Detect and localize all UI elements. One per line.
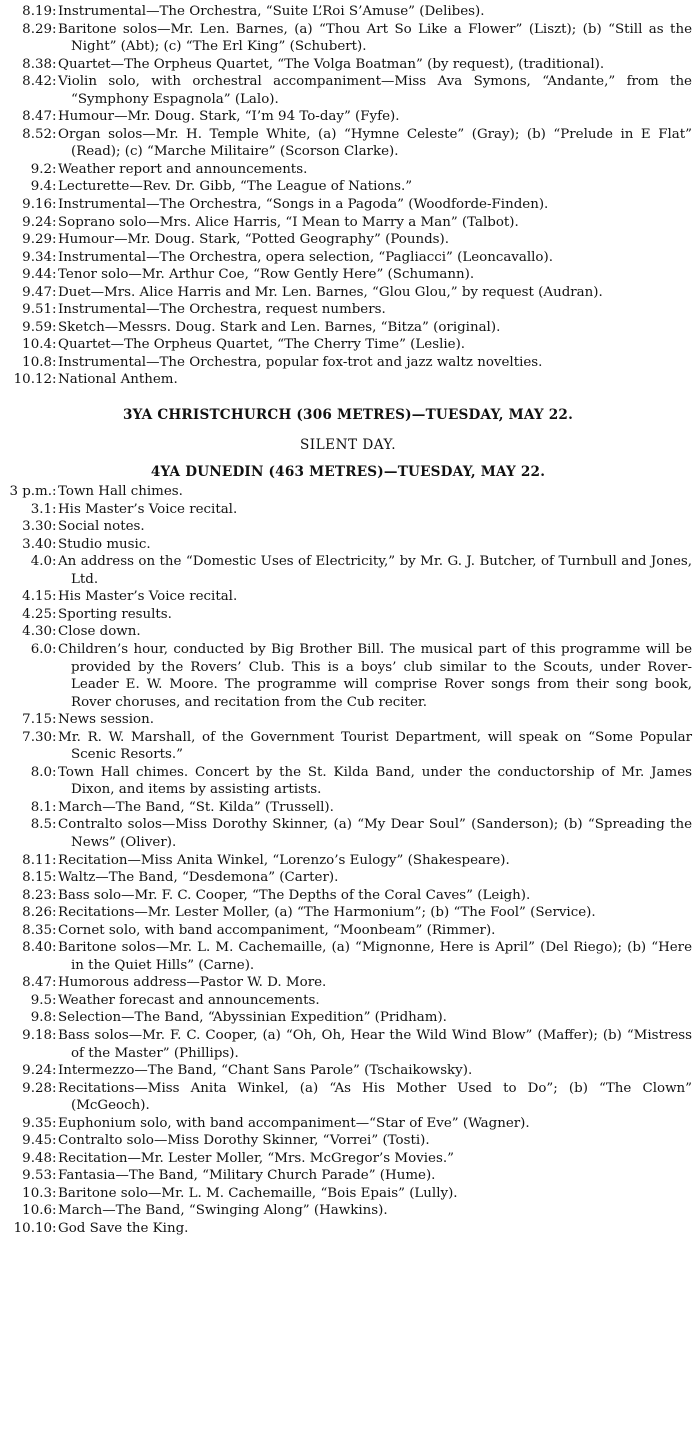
programme-description: Baritone solos—Mr. L. M. Cachemaille, (a) “Mignonne, Here is April” (Del Riego); (b) “Here in the Quiet Hills” (Carne).	[58, 940, 692, 973]
programme-time: 9.34	[22, 249, 52, 265]
time-separator: :	[52, 302, 57, 318]
programme-description: An address on the “Domestic Uses of Electricity,” by Mr. G. J. Butcher, of Turnbull and Jones, Ltd.	[58, 554, 692, 587]
programme-time: 9.53	[22, 1168, 52, 1184]
programme-time: 3.1	[30, 501, 52, 517]
programme-description: Quartet—The Orpheus Quartet, “The Volga Boatman” (by request), (traditional).	[58, 56, 605, 72]
time-separator: :	[52, 1115, 57, 1131]
programme-description: Studio music.	[58, 536, 151, 552]
programme-time: 8.52	[22, 126, 52, 142]
time-separator: :	[52, 905, 57, 921]
programme-description: Soprano solo—Mrs. Alice Harris, “I Mean to Marry a Man” (Talbot).	[58, 214, 519, 230]
programme-item	[4, 536, 692, 554]
programme-item	[4, 623, 692, 641]
programme-description: Children’s hour, conducted by Big Brother Bill. The musical part of this programme will be provided by the Rovers’ Club. This is a boys’ club similar to the Scouts, under Rover-Leader E. W. Moore. The programme will comprise Rover songs from their song book, Rover choruses, and recitation from the Cub reciter.	[58, 641, 692, 710]
station-heading-4ya: 4YA DUNEDIN (463 METRES)—TUESDAY, MAY 22.	[150, 464, 546, 481]
programme-item	[4, 284, 692, 302]
programme-time: 9.44	[22, 267, 52, 283]
programme-time: 9.24	[22, 214, 52, 230]
time-separator: :	[52, 21, 57, 37]
time-separator: :	[52, 1133, 57, 1149]
programme-description: Instrumental—The Orchestra, popular fox-trot and jazz waltz novelties.	[58, 354, 543, 370]
programme-time: 8.26	[22, 905, 52, 921]
programme-item	[4, 887, 692, 905]
programme-description: Duet—Mrs. Alice Harris and Mr. Len. Barnes, “Glou Glou,” by request (Audran).	[58, 284, 603, 300]
programme-time: 3.30	[22, 519, 52, 535]
programme-description: News session.	[58, 712, 154, 728]
programme-time: 10.4	[22, 337, 52, 353]
programme-description: Social notes.	[58, 519, 145, 535]
time-separator: :	[52, 126, 57, 142]
time-separator: :	[52, 1080, 57, 1096]
programme-description: Recitation—Miss Anita Winkel, “Lorenzo’s Eulogy” (Shakespeare).	[58, 852, 510, 868]
programme-item	[4, 249, 692, 267]
programme-time: 9.18	[22, 1027, 52, 1043]
programme-item	[4, 3, 692, 21]
time-separator: :	[52, 354, 57, 370]
programme-time: 8.40	[22, 940, 52, 956]
time-separator: :	[52, 536, 57, 552]
programme-description: Quartet—The Orpheus Quartet, “The Cherry Time” (Leslie).	[58, 337, 466, 353]
programme-description: His Master’s Voice recital.	[58, 501, 238, 517]
programme-item	[4, 974, 692, 992]
programme-item	[4, 214, 692, 232]
programme-item	[4, 1062, 692, 1080]
programme-description: Instrumental—The Orchestra, request numbers.	[58, 302, 386, 318]
programme-list-2ya	[4, 3, 692, 389]
time-separator: :	[52, 1010, 57, 1026]
time-separator: :	[52, 764, 57, 780]
programme-time: 9.45	[22, 1133, 52, 1149]
station-heading-3ya: 3YA CHRISTCHURCH (306 METRES)—TUESDAY, MAY 22.	[122, 407, 574, 424]
time-separator: :	[52, 267, 57, 283]
programme-description: Weather forecast and announcements.	[58, 992, 320, 1008]
programme-description: March—The Band, “Swinging Along” (Hawkins).	[58, 1203, 388, 1219]
time-separator: :	[52, 799, 57, 815]
programme-time: 9.2	[30, 161, 52, 177]
programme-description: Contralto solo—Miss Dorothy Skinner, “Vorrei” (Tosti).	[58, 1133, 430, 1149]
programme-item	[4, 1185, 692, 1203]
programme-time: 9.8	[30, 1010, 52, 1026]
programme-time: 10.8	[22, 354, 52, 370]
programme-time: 8.1	[30, 799, 52, 815]
time-separator: :	[52, 501, 57, 517]
programme-item	[4, 336, 692, 354]
time-separator: :	[52, 249, 57, 265]
programme-item	[4, 922, 692, 940]
programme-time: 8.47	[22, 109, 52, 125]
programme-description: Sporting results.	[58, 606, 172, 622]
time-separator: :	[52, 179, 57, 195]
programme-description: National Anthem.	[58, 372, 178, 388]
time-separator: :	[52, 975, 57, 991]
programme-description: Organ solos—Mr. H. Temple White, (a) “Hymne Celeste” (Gray); (b) “Prelude in E Flat” (Read); (c) “Marche Militaire” (Scorson Clarke).	[58, 126, 692, 160]
programme-item	[4, 816, 692, 851]
programme-time: 8.15	[22, 870, 52, 886]
time-separator: :	[52, 484, 57, 500]
programme-description: Cornet solo, with band accompaniment, “Moonbeam” (Rimmer).	[58, 922, 496, 938]
time-separator: :	[52, 284, 57, 300]
time-separator: :	[52, 641, 57, 657]
programme-time: 8.42	[22, 74, 52, 90]
time-separator: :	[52, 554, 57, 570]
programme-description: Humorous address—Pastor W. D. More.	[58, 975, 327, 991]
programme-item	[4, 1009, 692, 1027]
time-separator: :	[52, 232, 57, 248]
programme-item	[4, 904, 692, 922]
programme-time: 9.16	[22, 197, 52, 213]
time-separator: :	[52, 992, 57, 1008]
time-separator: :	[52, 1150, 57, 1166]
programme-list-4ya	[4, 483, 692, 1238]
programme-time: 9.59	[22, 319, 52, 335]
programme-item	[4, 1132, 692, 1150]
programme-time: 10.12	[13, 372, 52, 388]
time-separator: :	[52, 1203, 57, 1219]
programme-item	[4, 1167, 692, 1185]
programme-item	[4, 1220, 692, 1238]
programme-time: 8.29	[22, 21, 52, 37]
programme-item	[4, 126, 692, 161]
programme-time: 8.19	[22, 4, 52, 19]
programme-description: Recitations—Miss Anita Winkel, (a) “As His Mother Used to Do”; (b) “The Clown” (McGeoch).	[58, 1080, 692, 1114]
programme-item	[4, 518, 692, 536]
time-separator: :	[52, 1027, 57, 1043]
time-separator: :	[52, 214, 57, 230]
programme-time: 9.4	[30, 179, 52, 195]
programme-item	[4, 1202, 692, 1220]
programme-time: 7.15	[22, 712, 52, 728]
time-separator: :	[52, 1221, 57, 1236]
programme-description: Bass solos—Mr. F. C. Cooper, (a) “Oh, Oh, Hear the Wild Wind Blow” (Maffer); (b) “Mistress of the Master” (Phillips).	[58, 1027, 692, 1061]
programme-description: Lecturette—Rev. Dr. Gibb, “The League of Nations.”	[58, 179, 413, 195]
programme-time: 8.38	[22, 56, 52, 72]
programme-description: Recitation—Mr. Lester Moller, “Mrs. McGregor’s Movies.”	[58, 1150, 454, 1166]
programme-description: Sketch—Messrs. Doug. Stark and Len. Barnes, “Bitza” (original).	[58, 319, 501, 335]
programme-item	[4, 764, 692, 799]
programme-item	[4, 301, 692, 319]
time-separator: :	[52, 887, 57, 903]
time-separator: :	[52, 109, 57, 125]
programme-description: Instrumental—The Orchestra, “Songs in a Pagoda” (Woodforde-Finden).	[58, 197, 549, 213]
programme-item	[4, 371, 692, 389]
programme-time: 8.0	[30, 764, 52, 780]
time-separator: :	[52, 870, 57, 886]
time-separator: :	[52, 1063, 57, 1079]
programme-item	[4, 108, 692, 126]
time-separator: :	[52, 372, 57, 388]
programme-description: Weather report and announcements.	[58, 161, 308, 177]
programme-time: 9.5	[30, 992, 52, 1008]
programme-item	[4, 1150, 692, 1168]
programme-time: 10.6	[22, 1203, 52, 1219]
programme-description: Selection—The Band, “Abyssinian Expedition” (Pridham).	[58, 1010, 447, 1026]
programme-item	[4, 231, 692, 249]
programme-item	[4, 711, 692, 729]
programme-item	[4, 1115, 692, 1133]
programme-description: Town Hall chimes. Concert by the St. Kilda Band, under the conductorship of Mr. James Dixon, and items by assisting artists.	[58, 764, 692, 798]
time-separator: :	[52, 817, 57, 833]
programme-time: 4.25	[22, 606, 52, 622]
programme-description: Instrumental—The Orchestra, opera selection, “Pagliacci” (Leoncavallo).	[58, 249, 553, 265]
programme-item	[4, 992, 692, 1010]
time-separator: :	[52, 4, 57, 19]
programme-time: 3 p.m.	[9, 484, 52, 500]
time-separator: :	[52, 606, 57, 622]
programme-time: 9.28	[22, 1080, 52, 1096]
programme-description: Baritone solo—Mr. L. M. Cachemaille, “Bois Epais” (Lully).	[58, 1185, 458, 1201]
programme-description: God Save the King.	[58, 1221, 189, 1236]
programme-time: 4.15	[22, 589, 52, 605]
time-separator: :	[52, 712, 57, 728]
time-separator: :	[52, 337, 57, 353]
programme-item	[4, 196, 692, 214]
programme-item	[4, 56, 692, 74]
programme-item	[4, 588, 692, 606]
programme-item	[4, 852, 692, 870]
programme-description: Contralto solos—Miss Dorothy Skinner, (a) “My Dear Soul” (Sanderson); (b) “Spreading the News” (Oliver).	[58, 817, 692, 850]
time-separator: :	[52, 197, 57, 213]
programme-time: 9.29	[22, 232, 52, 248]
programme-description: His Master’s Voice recital.	[58, 589, 238, 605]
time-separator: :	[52, 161, 57, 177]
programme-description: Town Hall chimes.	[58, 484, 183, 500]
programme-time: 8.11	[22, 852, 52, 868]
programme-time: 9.51	[22, 302, 52, 318]
programme-description: Humour—Mr. Doug. Stark, “I’m 94 To-day” (Fyfe).	[58, 109, 400, 125]
time-separator: :	[52, 56, 57, 72]
time-separator: :	[52, 852, 57, 868]
time-separator: :	[52, 1185, 57, 1201]
programme-item	[4, 1080, 692, 1115]
programme-description: Euphonium solo, with band accompaniment—“Star of Eve” (Wagner).	[58, 1115, 530, 1131]
time-separator: :	[52, 729, 57, 745]
programme-time: 3.40	[22, 536, 52, 552]
programme-item	[4, 641, 692, 711]
programme-item	[4, 606, 692, 624]
programme-item	[4, 553, 692, 588]
programme-item	[4, 869, 692, 887]
programme-time: 6.0	[30, 641, 52, 657]
programme-item	[4, 501, 692, 519]
programme-time: 9.35	[22, 1115, 52, 1131]
programme-time: 9.48	[22, 1150, 52, 1166]
programme-description: Tenor solo—Mr. Arthur Coe, “Row Gently Here” (Schumann).	[58, 267, 475, 283]
programme-description: Waltz—The Band, “Desdemona” (Carter).	[58, 870, 339, 886]
programme-time: 4.0	[30, 554, 52, 570]
programme-description: Mr. R. W. Marshall, of the Government Tourist Department, will speak on “Some Popular Scenic Resorts.”	[58, 729, 692, 763]
programme-description: Baritone solos—Mr. Len. Barnes, (a) “Thou Art So Like a Flower” (Liszt); (b) “Still as the Night” (Abt); (c) “The Erl King” (Schubert).	[58, 21, 692, 55]
programme-time: 8.47	[22, 975, 52, 991]
programme-description: Recitations—Mr. Lester Moller, (a) “The Harmonium”; (b) “The Fool” (Service).	[58, 905, 596, 921]
programme-item	[4, 483, 692, 501]
programme-time: 7.30	[22, 729, 52, 745]
programme-item	[4, 729, 692, 764]
programme-description: Intermezzo—The Band, “Chant Sans Parole” (Tschaikowsky).	[58, 1063, 473, 1079]
programme-item	[4, 178, 692, 196]
time-separator: :	[52, 940, 57, 956]
programme-time: 8.23	[22, 887, 52, 903]
time-separator: :	[52, 519, 57, 535]
programme-description: Violin solo, with orchestral accompaniment—Miss Ava Symons, “Andante,” from the “Symphony Espagnola” (Lalo).	[58, 74, 692, 107]
programme-item	[4, 161, 692, 179]
time-separator: :	[52, 922, 57, 938]
programme-item	[4, 319, 692, 337]
programme-time: 4.30	[22, 624, 52, 640]
programme-item	[4, 354, 692, 372]
time-separator: :	[52, 624, 57, 640]
programme-description: Humour—Mr. Doug. Stark, “Potted Geography” (Pounds).	[58, 232, 450, 248]
programme-time: 9.24	[22, 1063, 52, 1079]
time-separator: :	[52, 1168, 57, 1184]
time-separator: :	[52, 589, 57, 605]
programme-time: 10.3	[22, 1185, 52, 1201]
time-separator: :	[52, 74, 57, 90]
programme-description: Close down.	[58, 624, 141, 640]
programme-time: 8.35	[22, 922, 52, 938]
programme-item	[4, 266, 692, 284]
programme-description: March—The Band, “St. Kilda” (Trussell).	[58, 799, 334, 815]
programme-time: 8.5	[30, 817, 52, 833]
programme-time: 10.10	[13, 1221, 52, 1236]
programme-item	[4, 799, 692, 817]
time-separator: :	[52, 319, 57, 335]
programme-item	[4, 21, 692, 56]
programme-description: Instrumental—The Orchestra, “Suite L’Roi S’Amuse” (Delibes).	[58, 4, 485, 19]
programme-item	[4, 73, 692, 108]
programme-item	[4, 1027, 692, 1062]
programme-time: 9.47	[22, 284, 52, 300]
programme-description: Bass solo—Mr. F. C. Cooper, “The Depths of the Coral Caves” (Leigh).	[58, 887, 531, 903]
programme-item	[4, 939, 692, 974]
programme-description: Fantasia—The Band, “Military Church Parade” (Hume).	[58, 1168, 436, 1184]
silent-day-notice: SILENT DAY.	[299, 437, 397, 454]
